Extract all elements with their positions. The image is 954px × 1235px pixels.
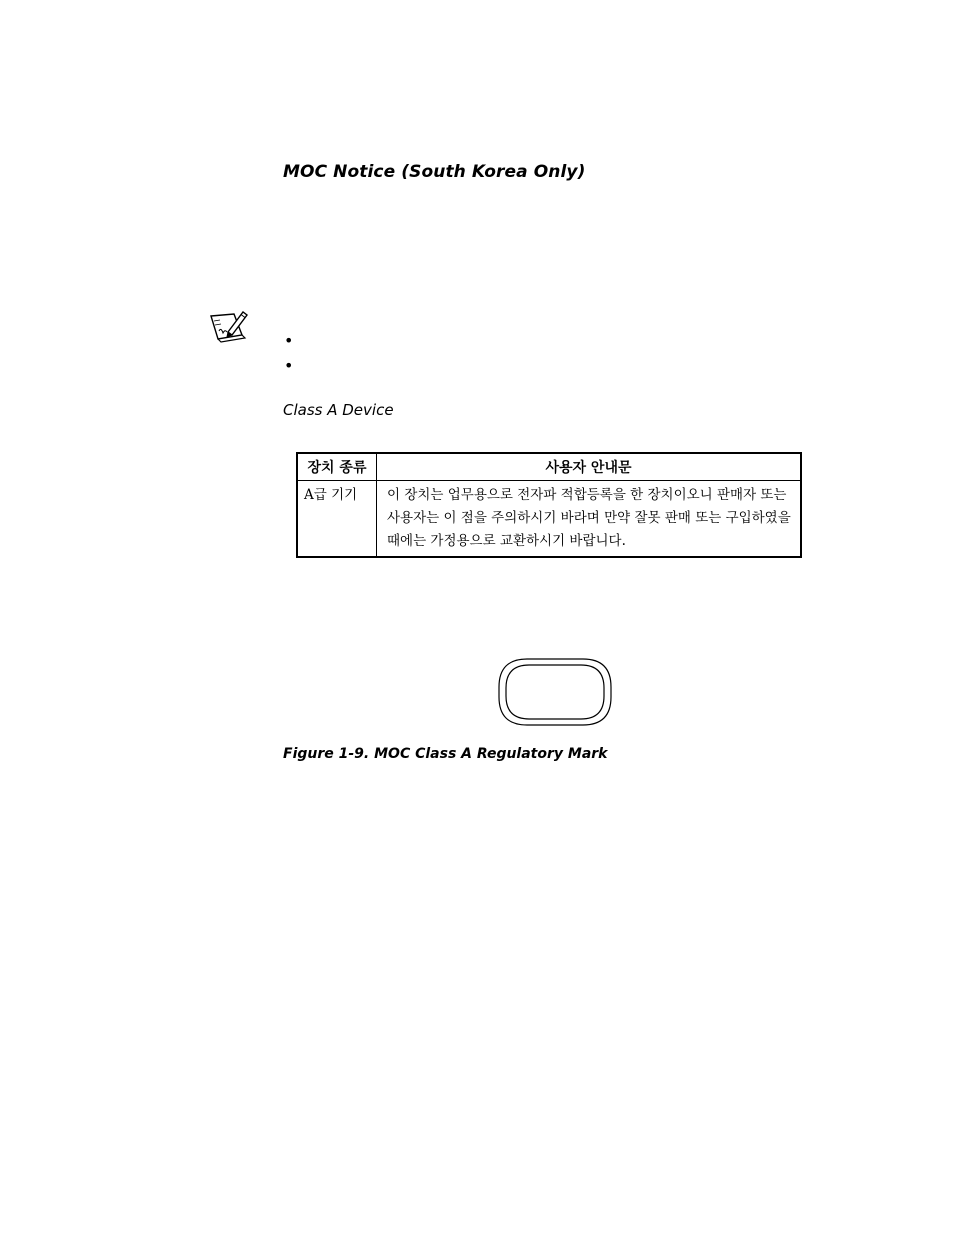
device-type-cell: A급 기기: [297, 481, 377, 558]
user-notice-cell: 이 장치는 업무용으로 전자파 적합등록을 한 장치이오니 판매자 또는 사용자는 이 점을 주의하시기 바라며 만약 잘못 판매 또는 구입하였을 때에는 가정용으로 교환하시기 바랍니다.: [377, 481, 802, 558]
table-header-row: [297, 453, 801, 481]
figure-caption: Figure 1-9. MOC Class A Regulatory Mark: [283, 746, 608, 762]
column-header-device-type: 장치 종류: [297, 453, 377, 481]
note-pencil-icon: [208, 308, 250, 344]
device-class-label: Class A Device: [283, 401, 394, 419]
notice-table: [296, 452, 802, 558]
list-bullet: •: [284, 356, 294, 375]
column-header-user-notice: 사용자 안내문: [377, 453, 802, 481]
list-bullet: •: [284, 331, 294, 350]
regulatory-mark-icon: [497, 657, 613, 727]
section-heading: MOC Notice (South Korea Only): [283, 162, 586, 182]
table-row: [297, 481, 801, 558]
